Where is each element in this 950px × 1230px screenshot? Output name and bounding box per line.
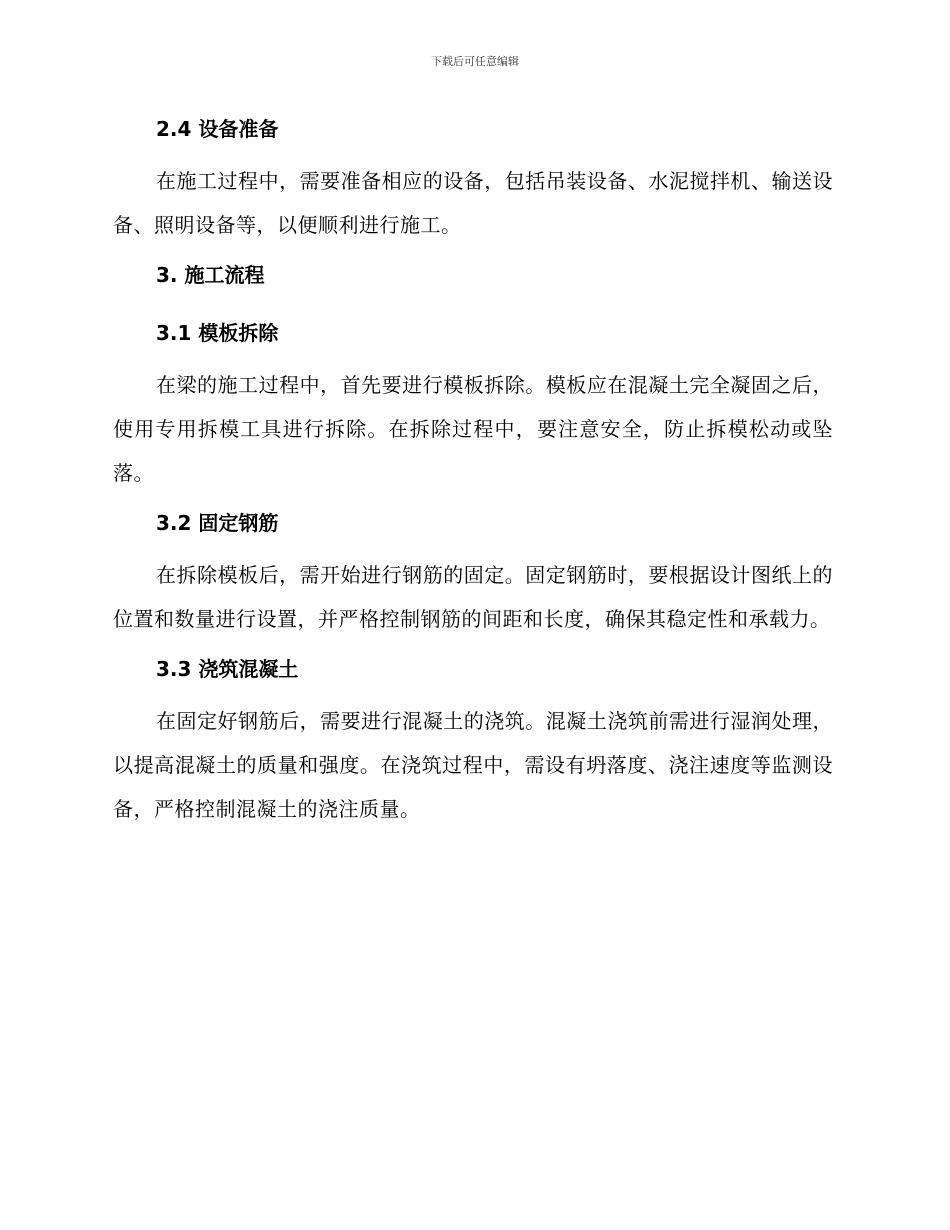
paragraph-3-1: 在梁的施工过程中，首先要进行模板拆除。模板应在混凝土完全凝固之后，使用专用拆模工具进行拆除。在拆除过程中，要注意安全，防止拆模松动或坠落。 (113, 373, 833, 485)
heading-3-3: 3.3 浇筑混凝土 (156, 657, 299, 681)
heading-2-4: 2.4 设备准备 (156, 117, 279, 141)
heading-3-2: 3.2 固定钢筋 (156, 511, 279, 535)
paragraph-3-3: 在固定好钢筋后，需要进行混凝土的浇筑。混凝土浇筑前需进行湿润处理，以提高混凝土的质量和强度。在浇筑过程中，需设有坍落度、浇注速度等监测设备，严格控制混凝土的浇注质量。 (113, 709, 833, 821)
document-content (113, 112, 833, 831)
paragraph-3-2: 在拆除模板后，需开始进行钢筋的固定。固定钢筋时，要根据设计图纸上的位置和数量进行设置，并严格控制钢筋的间距和长度，确保其稳定性和承载力。 (113, 563, 833, 631)
header-note: 下载后可任意编辑 (431, 55, 519, 68)
heading-3: 3. 施工流程 (156, 263, 265, 287)
heading-3-1: 3.1 模板拆除 (156, 321, 279, 345)
paragraph-2-4: 在施工过程中，需要准备相应的设备，包括吊装设备、水泥搅拌机、输送设备、照明设备等，以便顺利进行施工。 (113, 169, 833, 237)
